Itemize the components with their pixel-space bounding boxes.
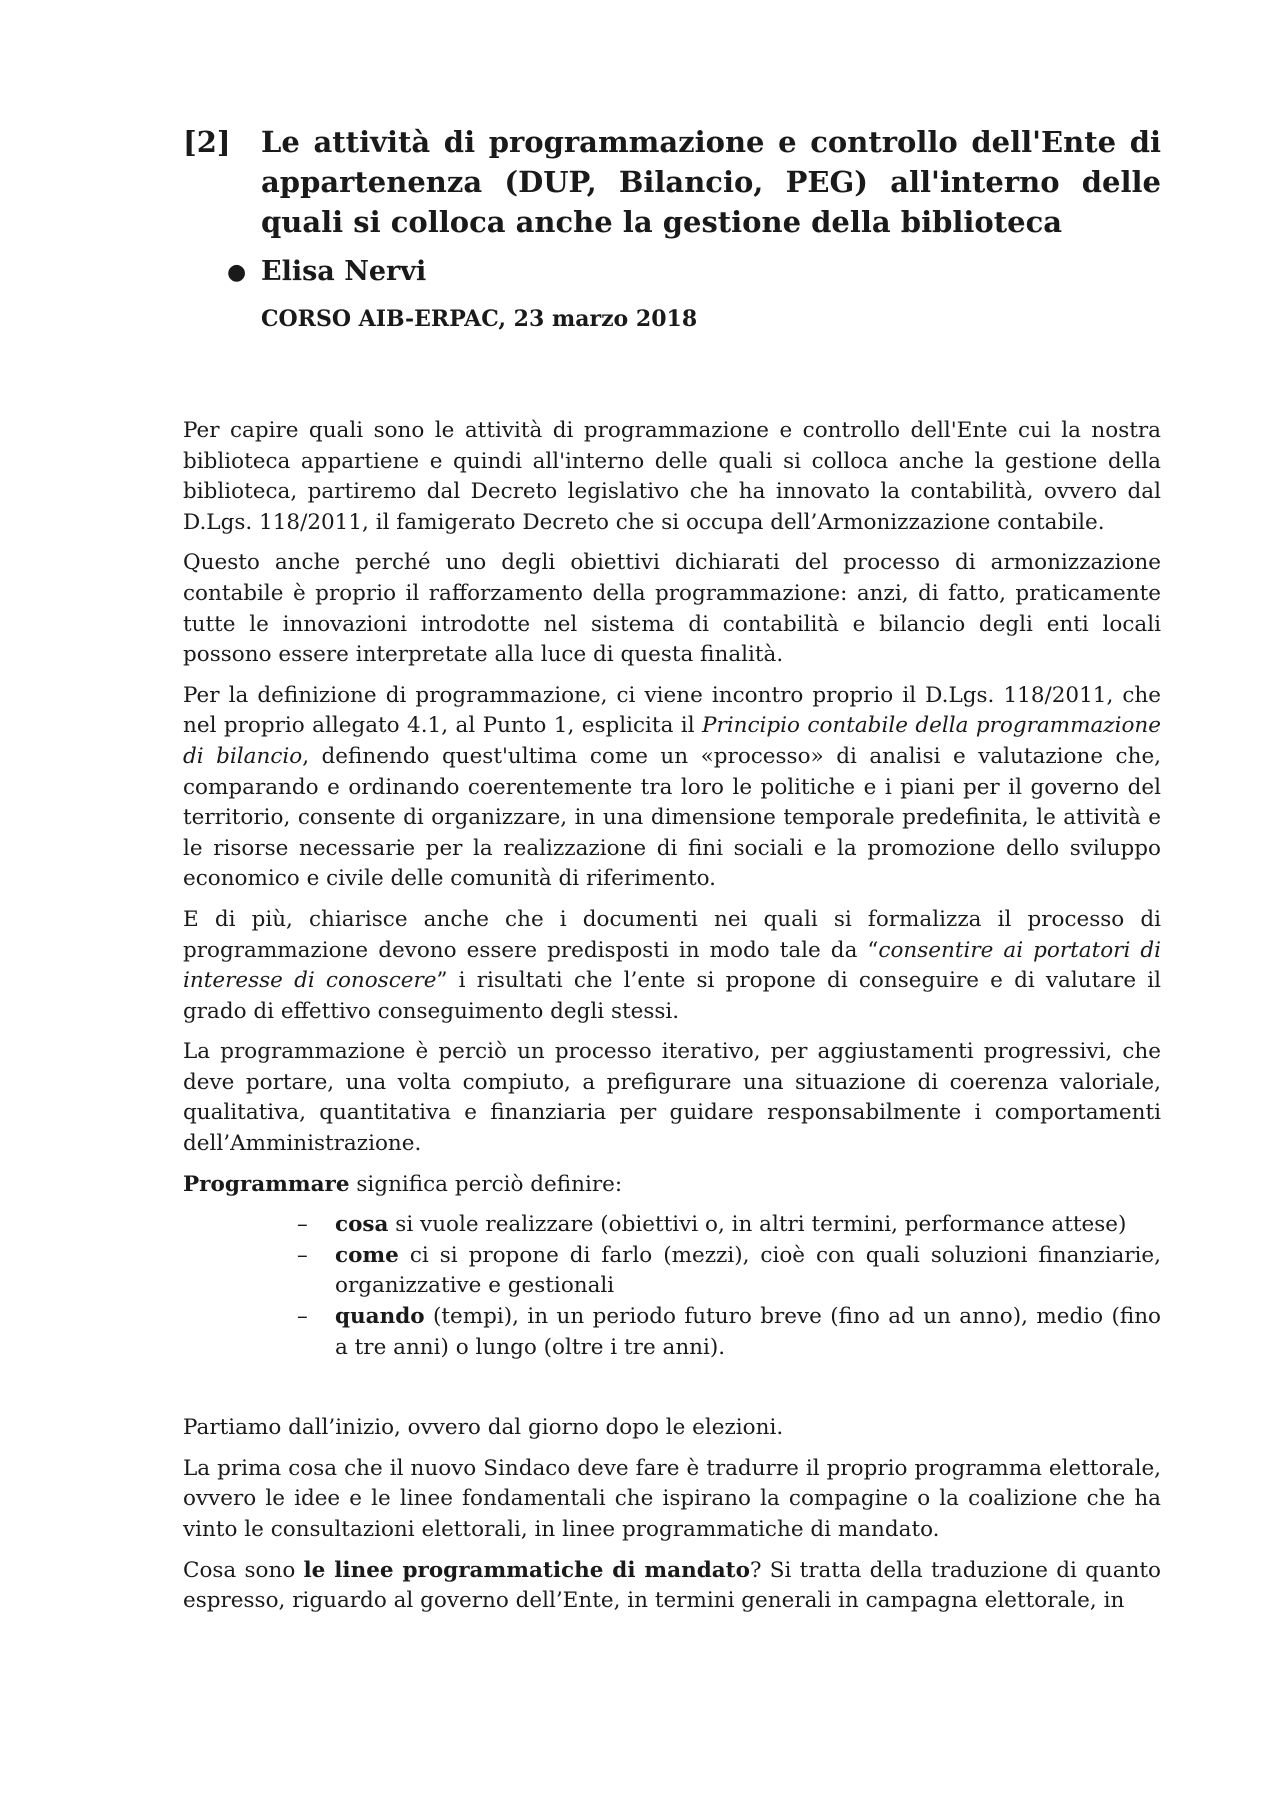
paragraph-6-bold: Programmare xyxy=(183,1171,350,1197)
course-info: CORSO AIB-ERPAC, 23 marzo 2018 xyxy=(261,306,698,332)
section-number: [2] xyxy=(183,125,231,159)
list-item-text: (tempi), in un periodo futuro breve (fino ad un anno), medio (fino a tre anni) o lungo (oltre i tre anni). xyxy=(335,1304,1161,1360)
paragraph-3-text-c: , definendo quest'ultima come un «processo» di analisi e valutazione che, comparando e ordinando coerentemente tra loro le politiche e i piani per il governo del territorio, consente di organizzare, in una dimensione temporale predefinita, le attività e le risorse necessarie per la realizzazione di fini sociali e la promozione dello sviluppo economico e civile delle comunità di riferimento. xyxy=(183,743,1162,892)
section-title: Le attività di programmazione e controllo dell'Ente di appartenenza (DUP, Bilancio, PEG) all'interno delle quali si colloca anche la gestione della biblioteca xyxy=(261,125,1161,239)
list-item-term: come xyxy=(335,1242,399,1268)
list-item xyxy=(297,1241,1161,1302)
list-item-term: quando xyxy=(335,1304,425,1330)
author-line xyxy=(227,252,1161,292)
spacer xyxy=(183,1373,1161,1413)
dash-icon: – xyxy=(297,1304,308,1330)
bullet-icon: ● xyxy=(227,259,247,285)
paragraph-4-text-a: E di più, chiarisce anche che i documenti nei quali si formalizza il processo di programmazione devono essere predisposti in modo tale da “ xyxy=(183,906,1161,963)
body-text xyxy=(183,416,1161,1617)
paragraph-4-italic: consentire ai portatori di interesse di conoscere xyxy=(183,937,1161,994)
document-page xyxy=(183,122,1161,1627)
paragraph-9 xyxy=(183,1556,1161,1617)
paragraph-5: La programmazione è perciò un processo iterativo, per aggiustamenti progressivi, che deve portare, una volta compiuto, a prefigurare una situazione di coerenza valoriale, qualitativa, quantitativa e finanziaria per guidare responsabilmente i comportamenti dell’Amministrazione. xyxy=(183,1039,1161,1157)
dash-icon: – xyxy=(297,1212,308,1238)
list-item xyxy=(297,1210,1161,1241)
paragraph-2: Questo anche perché uno degli obiettivi dichiarati del processo di armonizzazione contabile è proprio il rafforzamento della programmazione: anzi, di fatto, praticamente tutte le innovazioni introdotte nel sistema di contabilità e bilancio degli enti locali possono essere interpretate alla luce di questa finalità. xyxy=(183,550,1161,668)
paragraph-4 xyxy=(183,905,1161,1027)
paragraph-4-text-c: ” i risultati che l’ente si propone di conseguire e di valutare il grado di effettivo conseguimento degli stessi. xyxy=(183,968,1162,1024)
paragraph-7: Partiamo dall’inizio, ovvero dal giorno dopo le elezioni. xyxy=(183,1415,784,1441)
paragraph-9-text-a: Cosa sono xyxy=(183,1557,304,1583)
paragraph-3-italic: Principio contabile della programmazione di bilancio xyxy=(183,713,1161,769)
paragraph-9-bold: le linee programmatiche di mandato xyxy=(303,1557,750,1583)
section-heading xyxy=(183,122,1161,242)
author-name: Elisa Nervi xyxy=(261,256,427,287)
paragraph-6-rest: significa perciò definire: xyxy=(349,1171,623,1197)
paragraph-6 xyxy=(183,1170,1161,1201)
definition-list xyxy=(183,1210,1161,1363)
list-item xyxy=(297,1302,1161,1363)
paragraph-9-text-c: ? Si tratta della traduzione di quanto espresso, riguardo al governo dell’Ente, in termini generali in campagna elettorale, in xyxy=(183,1557,1162,1614)
paragraph-3 xyxy=(183,681,1161,895)
dash-icon: – xyxy=(297,1242,308,1268)
list-item-text: ci si propone di farlo (mezzi), cioè con quali soluzioni finanziarie, organizzative e gestionali xyxy=(335,1242,1161,1299)
paragraph-3-text-a: Per la definizione di programmazione, ci viene incontro proprio il D.Lgs. 118/2011, che nel proprio allegato 4.1, al Punto 1, esplicita il xyxy=(183,682,1161,739)
list-item-text: si vuole realizzare (obiettivi o, in altri termini, performance attese) xyxy=(388,1212,1127,1238)
list-item-term: cosa xyxy=(335,1212,389,1238)
paragraph-8: La prima cosa che il nuovo Sindaco deve fare è tradurre il proprio programma elettorale, ovvero le idee e le linee fondamentali che ispirano la compagine o la coalizione che ha vinto le consultazioni elettorali, in linee programmatiche di mandato. xyxy=(183,1455,1161,1542)
paragraph-1: Per capire quali sono le attività di programmazione e controllo dell'Ente cui la nostra biblioteca appartiene e quindi all'interno delle quali si colloca anche la gestione della biblioteca, partiremo dal Decreto legislativo che ha innovato la contabilità, ovvero dal D.Lgs. 118/2011, il famigerato Decreto che si occupa dell’Armonizzazione contabile. xyxy=(183,418,1161,535)
